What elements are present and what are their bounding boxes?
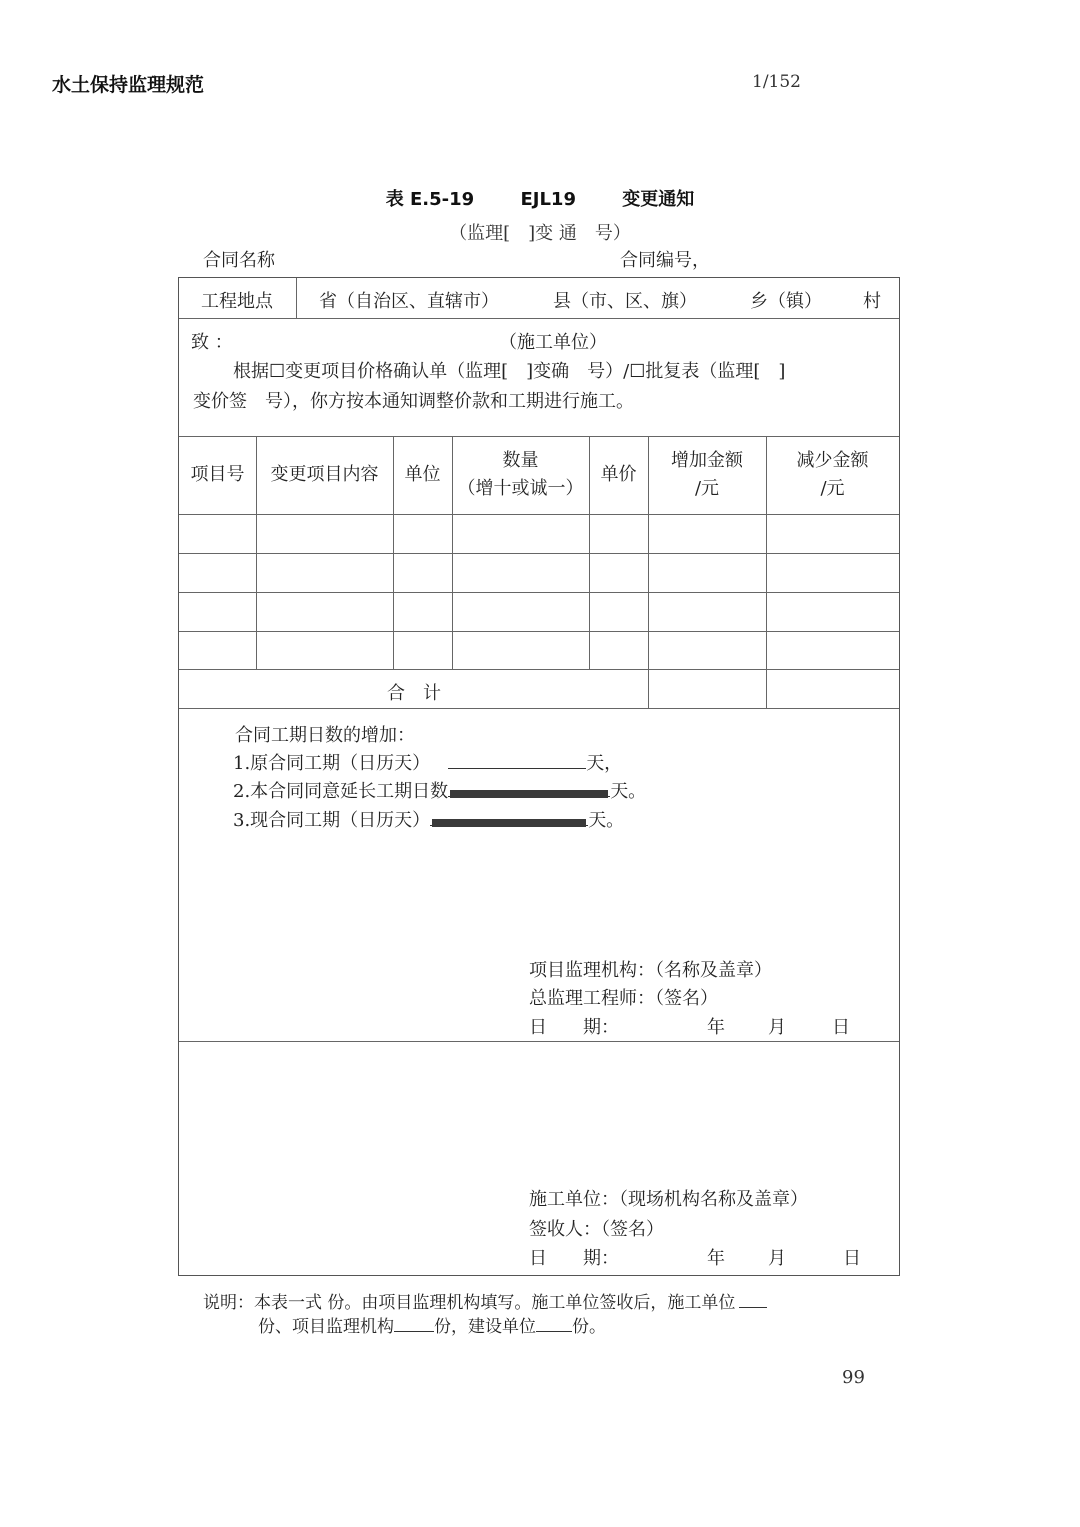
- contract-number-label: 合同编号，: [620, 250, 710, 271]
- note-line2: 份、项目监理机构 份，建设单位 份。: [258, 1317, 606, 1337]
- to-label: 致 ：: [191, 332, 233, 353]
- notice-body-line1: 根据☐变更项目价格确认单（监理[ ]变确 号）/☐批复表（监理[ ]: [233, 361, 786, 382]
- contractor-unit: 施工单位：（现场机构名称及盖章）: [529, 1189, 808, 1210]
- schedule-item-extension: 2.本合同同意延长工期日数 天。: [233, 781, 647, 802]
- contractor-day: 日: [843, 1248, 861, 1269]
- supervisor-day: 日: [832, 1017, 850, 1038]
- col-header-increase: 增加金额 /元: [671, 450, 743, 499]
- form-table-no: 表 E.5-19: [385, 189, 475, 210]
- row-divider: [179, 592, 899, 593]
- change-notice-form: [178, 277, 900, 1276]
- form-name: 变更通知: [622, 189, 695, 210]
- col-header-content: 变更项目内容: [270, 464, 379, 486]
- form-title: [0, 185, 1080, 211]
- total-label: 合 计: [387, 683, 441, 704]
- row-divider: [179, 708, 899, 709]
- col-header-decrease: 减少金额 /元: [796, 450, 869, 499]
- col-header-quantity: 数量 （增十或诚一）: [457, 450, 584, 499]
- page-ratio: 1/152: [752, 72, 801, 92]
- col-divider: [296, 278, 297, 318]
- col-header-item-no: 项目号: [190, 464, 245, 486]
- col-header-unit-price: 单价: [600, 464, 637, 486]
- contractor-month: 月: [768, 1248, 786, 1269]
- location-province: 省（自治区、直辖市）: [319, 291, 499, 312]
- page-number: 99: [842, 1367, 865, 1388]
- book-title: 水土保持监理规范: [52, 74, 205, 96]
- row-divider: [179, 631, 899, 632]
- notice-body-line2: 变价签 号），你方按本通知调整价款和工期进行施工。: [193, 391, 634, 412]
- contractor-unit-label: （施工单位）: [499, 332, 607, 353]
- row-divider: [179, 669, 899, 670]
- supervisor-org: 项目监理机构：（名称及盖章）: [529, 960, 772, 981]
- contractor-receiver: 签收人：（签名）: [529, 1219, 664, 1240]
- schedule-item-current: 3.现合同工期（日历天） 天。: [233, 810, 625, 831]
- location-village: 村: [863, 291, 881, 312]
- contract-name-label: 合同名称: [203, 250, 275, 271]
- location-label: 工程地点: [201, 291, 273, 312]
- supervisor-date-label: 日 期：: [529, 1017, 619, 1038]
- note-line1: 说明：本表一式 份。由项目监理机构填写。施工单位签收后，施工单位: [203, 1288, 767, 1313]
- contractor-year: 年: [707, 1248, 725, 1269]
- form-serial: （监理[ ]变 通 号）: [449, 223, 631, 244]
- col-header-unit: 单位: [404, 464, 441, 486]
- schedule-heading: 合同工期日数的增加：: [235, 725, 415, 746]
- row-divider: [179, 553, 899, 554]
- form-code: EJL19: [520, 189, 576, 210]
- row-divider: [179, 514, 899, 515]
- schedule-item-original: 1.原合同工期（日历天） 天，: [233, 753, 623, 774]
- contractor-date-label: 日 期：: [529, 1248, 619, 1269]
- row-divider: [179, 318, 899, 319]
- supervisor-month: 月: [768, 1017, 786, 1038]
- chief-engineer: 总监理工程师：（签名）: [529, 988, 718, 1009]
- location-township: 乡（镇）: [750, 291, 822, 312]
- supervisor-year: 年: [707, 1017, 725, 1038]
- location-county: 县（市、区、旗）: [553, 291, 697, 312]
- row-divider: [179, 1041, 899, 1042]
